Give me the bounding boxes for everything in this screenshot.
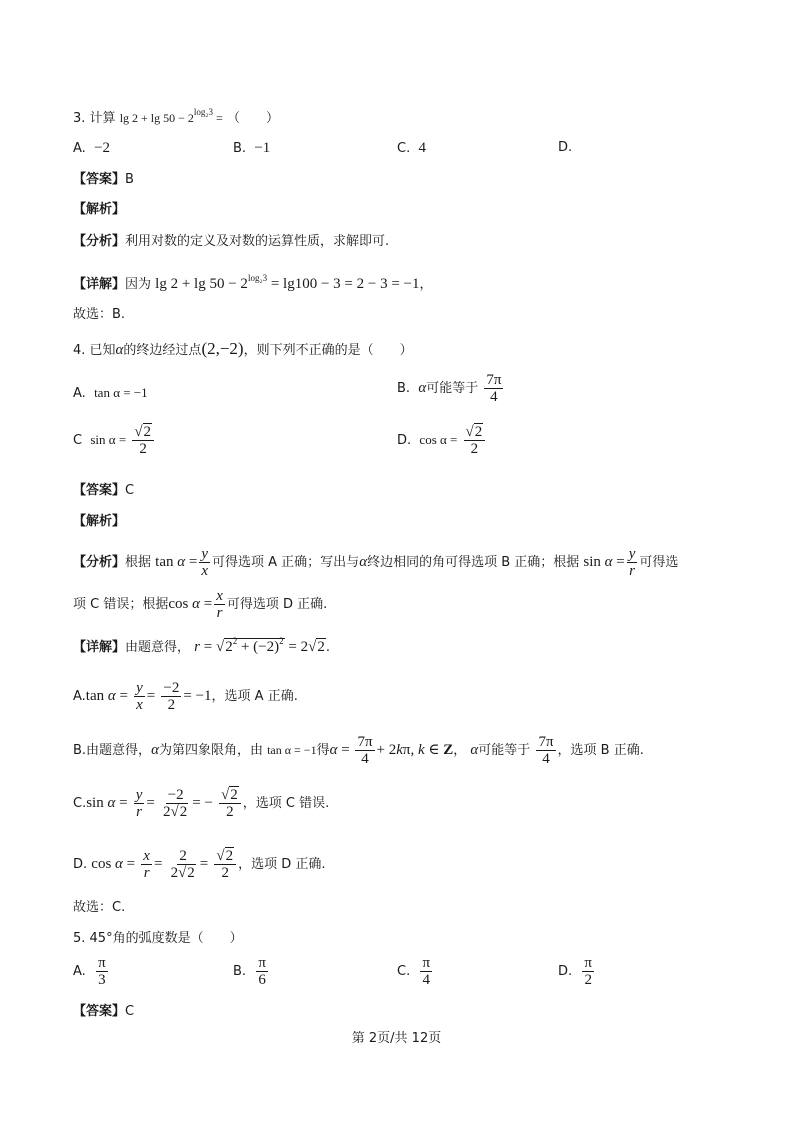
q3-option-d: D. — [558, 140, 573, 155]
q5-stem: 5. 45°角的弧度数是（ ） — [73, 931, 243, 946]
q4-option-d: D. cos α = $\frac{√2}{2}$ — [397, 424, 487, 457]
q3-expression: $\lg 2 + \lg 50 - 2^{log_23}$ = — [119, 107, 223, 125]
q3-option-c: C. 4 — [397, 140, 426, 156]
q3-option-a: A. −2 — [73, 140, 111, 156]
page-footer: 第 2页/共 12页 — [351, 1031, 442, 1046]
q5-answer: 【答案】C — [73, 1004, 135, 1019]
q3-analysis-heading: 【解析】 — [73, 202, 126, 217]
q4-answer: 【答案】C — [73, 483, 135, 498]
q3-choose: 故选：B. — [73, 307, 126, 322]
q4-option-a: A. tan α = −1 — [73, 385, 148, 401]
q3-stem-prefix: 3. 计算 — [73, 111, 116, 126]
q4-fenxi-line2: 项 C 错误；根据cos α = $\frac{x}{r}$ 可得选项 D 正确. — [73, 588, 328, 621]
q4-xiangjie: 【详解】由题意得， $r = √2^2 + (-2)^2 = 2√2$. — [73, 636, 330, 655]
q4-stem: 4. 已知α的终边经过点(2,−2)，则下列不正确的是（ ） — [73, 339, 413, 358]
q3-option-b: B. −1 — [233, 140, 271, 156]
q4-fenxi-line1: 【分析】根据 tan α = $\frac{y}{x}$ 可得选项 A 正确；写出与α终边相同的角可得选项 B 正确；根据 sin α = $\frac{y}{r}$ 可得选 — [73, 546, 679, 579]
q5-option-a: A. $\frac{\pi}{3}$ — [73, 955, 106, 988]
q4-detail-c: C.sin α = $\frac{y}{r}$ = $\frac{-2}{2√2}$ = − $\frac{√2}{2}$ ，选项 C 错误. — [73, 787, 330, 820]
q3-xiangjie: 【详解】因为 $\lg 2 + \lg 50 - 2^{log_23} = \lg 100 - 3 = 2 - 3 = -1$， — [73, 273, 433, 292]
q3-fenxi: 【分析】利用对数的定义及对数的运算性质，求解即可. — [73, 234, 390, 249]
q4-analysis-heading: 【解析】 — [73, 514, 126, 529]
q4-choose: 故选：C. — [73, 900, 126, 915]
q5-option-c: C. $\frac{\pi}{4}$ — [397, 955, 431, 988]
q5-option-b: B. $\frac{\pi}{6}$ — [233, 955, 266, 988]
q3-stem — [73, 102, 279, 129]
q4-detail-a: A.tan α = $\frac{y}{x}$ = $\frac{-2}{2}$ = −1，选项 A 正确. — [73, 680, 298, 713]
q4-option-c: C sin α = $\frac{√2}{2}$ — [73, 424, 156, 457]
q5-option-d: D. $\frac{\pi}{2}$ — [558, 955, 592, 988]
q3-stem-suffix: （ ） — [226, 111, 279, 126]
q3-answer: 【答案】B — [73, 172, 134, 187]
q4-option-b: B. α可能等于 $\frac{7\pi}{4}$ — [397, 372, 502, 405]
q4-detail-b: B.由题意得，α为第四象限角，由 tan α = −1得α = $\frac{7\pi}{4}$ + 2kπ, k ∈ Z， α可能等于 $\frac{7\pi}{4}$ ，选项 B 正确. — [73, 734, 644, 767]
q4-detail-d: D. cos α = $\frac{x}{r}$ = $\frac{2}{2√2}$ = $\frac{√2}{2}$ ，选项 D 正确. — [73, 848, 326, 881]
